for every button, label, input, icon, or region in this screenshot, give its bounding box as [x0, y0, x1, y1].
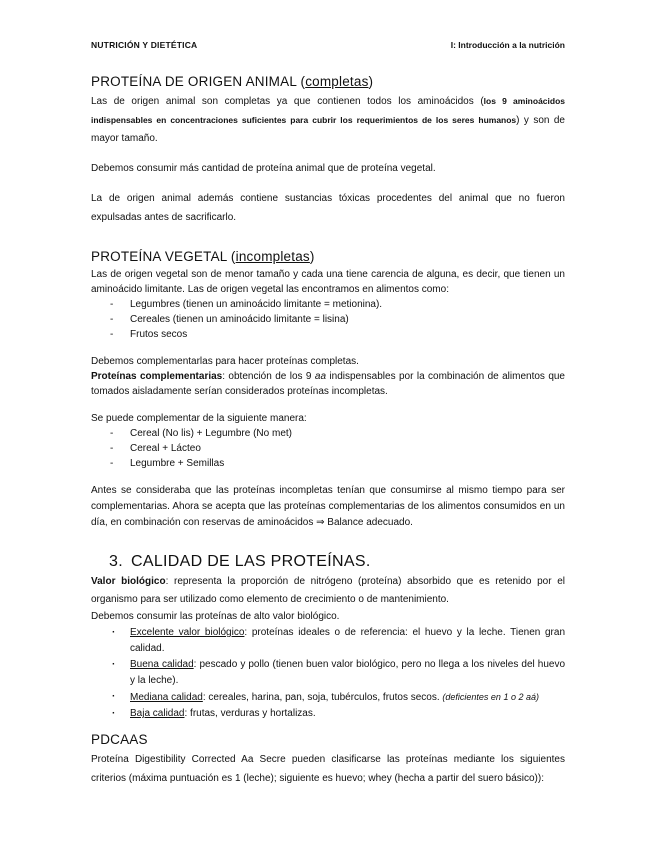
list-item: - Frutos secos — [91, 327, 565, 342]
food-list — [91, 297, 565, 342]
document-body — [91, 72, 565, 788]
section-title-vegetal: PROTEÍNA VEGETAL (incompletas) — [91, 249, 315, 264]
paragraph: Valor biológico: representa la proporción de nitrógeno (proteína) absorbido que es retenido por el organismo para ser utilizado como elemento de crecimiento o de mantenimiento. — [91, 576, 565, 605]
paragraph: Debemos consumir las proteínas de alto valor biológico. — [91, 611, 340, 622]
list-item: · Mediana calidad: cereales, harina, pan, soja, tubérculos, frutos secos. (deficientes en 1 o 2 aá) — [91, 689, 565, 706]
list-item: · Baja calidad: frutas, verduras y hortalizas. — [91, 706, 565, 722]
list-item: - Cereal (No lis) + Legumbre (No met) — [91, 426, 565, 441]
list-item: - Cereal + Lácteo — [91, 441, 565, 456]
header-right: I: Introducción a la nutrición — [450, 40, 565, 50]
list-item: - Cereales (tienen un aminoácido limitante = lisina) — [91, 312, 565, 327]
combination-list — [91, 426, 565, 471]
paragraph: Se puede complementar de la siguiente manera: — [91, 413, 307, 424]
section-title-calidad: 3. CALIDAD DE LAS PROTEÍNAS. — [109, 553, 371, 570]
section-title-pdcaas: PDCAAS — [91, 732, 148, 747]
paragraph: La de origen animal además contiene sustancias tóxicas procedentes del animal que no fueron expulsadas antes de sacrificarlo. — [91, 193, 565, 223]
paragraph: Las de origen vegetal son de menor tamaño y cada una tiene carencia de alguna, es decir, que tienen un aminoácido limitante. Las de origen vegetal las encontramos en alimentos como: — [91, 269, 565, 295]
paragraph: Proteínas complementarias: obtención de los 9 aa indispensables por la combinación de alimentos que tomados aisladamente serían considerados proteínas incompletas. — [91, 371, 565, 397]
paragraph: Proteína Digestibility Corrected Aa Secre pueden clasificarse las proteínas mediante los siguientes criterios (máxima puntuación es 1 (leche); siguiente es huevo; whey (hecha a partir del suero básico)): — [91, 754, 565, 784]
header-left: NUTRICIÓN Y DIETÉTICA — [91, 40, 198, 50]
quality-list — [91, 625, 565, 722]
list-item: - Legumbres (tienen un aminoácido limitante = metionina). — [91, 297, 565, 312]
paragraph: Las de origen animal son completas ya que contienen todos los aminoácidos (los 9 aminoácidos indispensables en concentraciones suficientes para cubrir los requerimientos de los seres humanos) y son de mayor tamaño. — [91, 96, 565, 144]
section-title-animal: PROTEÍNA DE ORIGEN ANIMAL (completas) — [91, 74, 374, 89]
paragraph: Debemos complementarlas para hacer proteínas completas. — [91, 356, 359, 367]
paragraph: Debemos consumir más cantidad de proteína animal que de proteína vegetal. — [91, 163, 436, 174]
paragraph: Antes se consideraba que las proteínas incompletas tenían que consumirse al mismo tiempo para ser complementarias. Ahora se acepta que las proteínas complementarias de los alimentos consumidos en un día, en combinación con reservas de aminoácidos ⇒ Balance adecuado. — [91, 485, 565, 528]
list-item: - Legumbre + Semillas — [91, 456, 565, 471]
list-item: · Excelente valor biológico: proteínas ideales o de referencia: el huevo y la leche. Tienen gran calidad. — [91, 625, 565, 657]
list-item: · Buena calidad: pescado y pollo (tienen buen valor biológico, pero no llega a los niveles del huevo y la leche). — [91, 657, 565, 689]
